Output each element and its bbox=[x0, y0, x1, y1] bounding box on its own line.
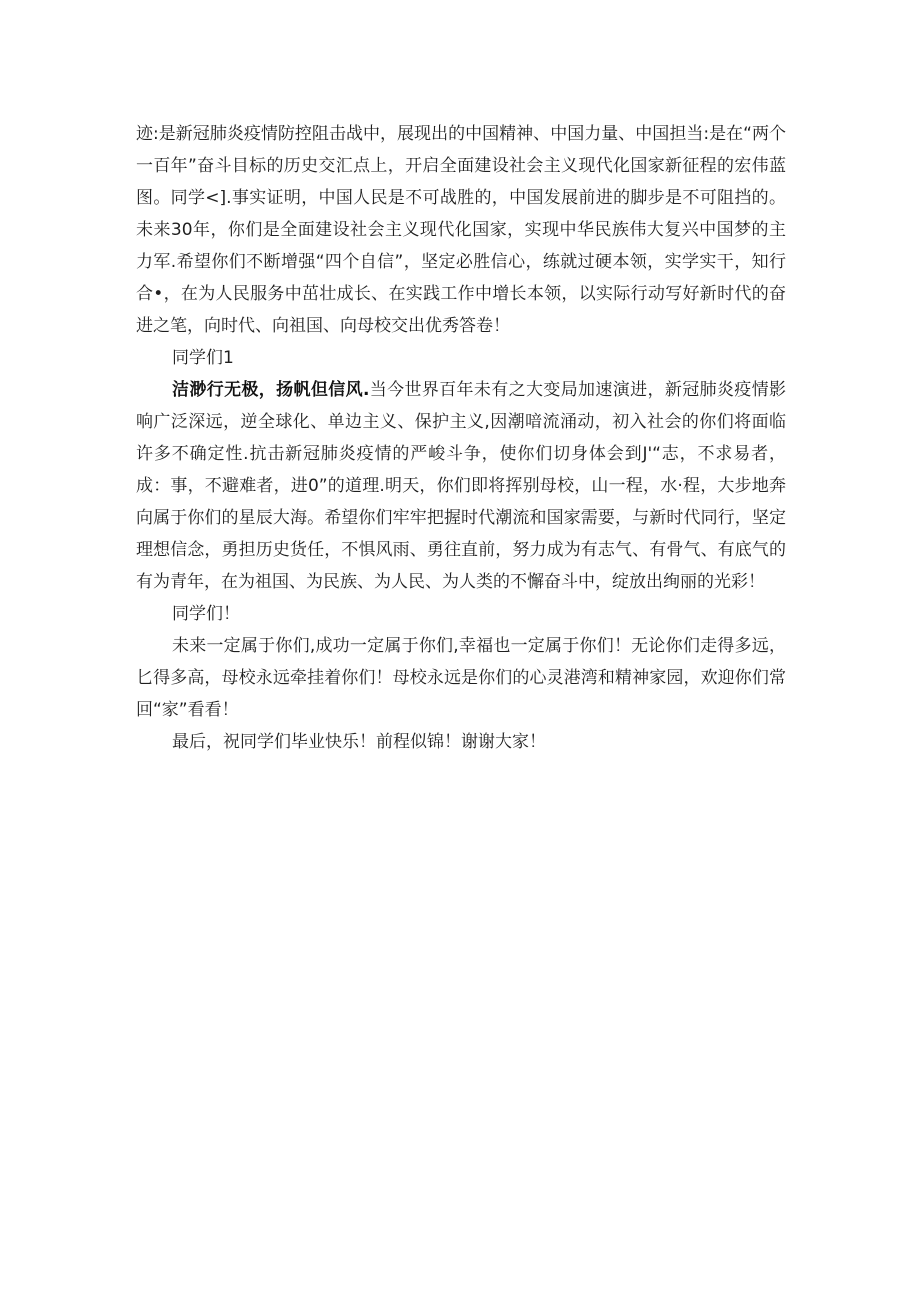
paragraph-3-lead-phrase: 洁渺行无极，扬帆但信风. bbox=[172, 380, 370, 400]
paragraph-6-closing bbox=[136, 726, 786, 758]
paragraph-3 bbox=[136, 374, 786, 598]
paragraph-4-salutation bbox=[136, 598, 786, 630]
paragraph-1 bbox=[136, 118, 786, 342]
paragraph-6-text: 最后，祝同学们毕业快乐！前程似锦！谢谢大家！ bbox=[172, 732, 546, 752]
paragraph-4-text: 同学们！ bbox=[172, 604, 240, 624]
paragraph-1-text: 迹:是新冠肺炎疫情防控阻击战中，展现出的中国精神、中国力量、中国担当:是在“两个一百年”奋斗目标的历史交汇点上，开启全面建设社会主义现代化国家新征程的宏伟蓝图。同学<].事实证明，中国人民是不可战胜的，中国发展前进的脚步是不可阻挡的。未来30年，你们是全面建设社会主义现代化国家，实现中华民族伟大复兴中国梦的主力军.希望你们不断增强“四个自信”，坚定必胜信心，练就过硬本领，实学实干，知行合•，在为人民服务中茁壮成长、在实践工作中增长本领，以实际行动写好新时代的奋进之笔，向时代、向祖国、向母校交出优秀答卷！ bbox=[136, 124, 786, 336]
paragraph-5 bbox=[136, 630, 786, 726]
document-body bbox=[136, 118, 786, 758]
paragraph-3-text: 当今世界百年未有之大变局加速演进，新冠肺炎疫情影响广泛深远，逆全球化、单边主义、保护主义,因潮喑流涌动，初入社会的你们将面临许多不确定性.抗击新冠肺炎疫情的严峻斗争，使你们切身体会到J'“志，不求易者，成：事，不避难者，进0”的道理.明天，你们即将挥别母校，山一程，水·程，大步地奔向属于你们的星辰大海。希望你们牢牢把握时代潮流和国家需要，与新时代同行，坚定理想信念，勇担历史货任，不惧风雨、勇往直前，努力成为有志气、有骨气、有底气的有为青年，在为祖国、为民族、为人民、为人类的不懈奋斗中，绽放出绚丽的光彩！ bbox=[136, 380, 786, 592]
paragraph-2-salutation bbox=[136, 342, 786, 374]
paragraph-2-text: 同学们1 bbox=[172, 348, 234, 368]
paragraph-5-text: 未来一定属于你们,成功一定属于你们,幸福也一定属于你们！无论你们走得多远，匕得多高，母校永远牵挂着你们！母校永远是你们的心灵港湾和精神家园，欢迎你们常回“家”看看！ bbox=[136, 636, 786, 720]
